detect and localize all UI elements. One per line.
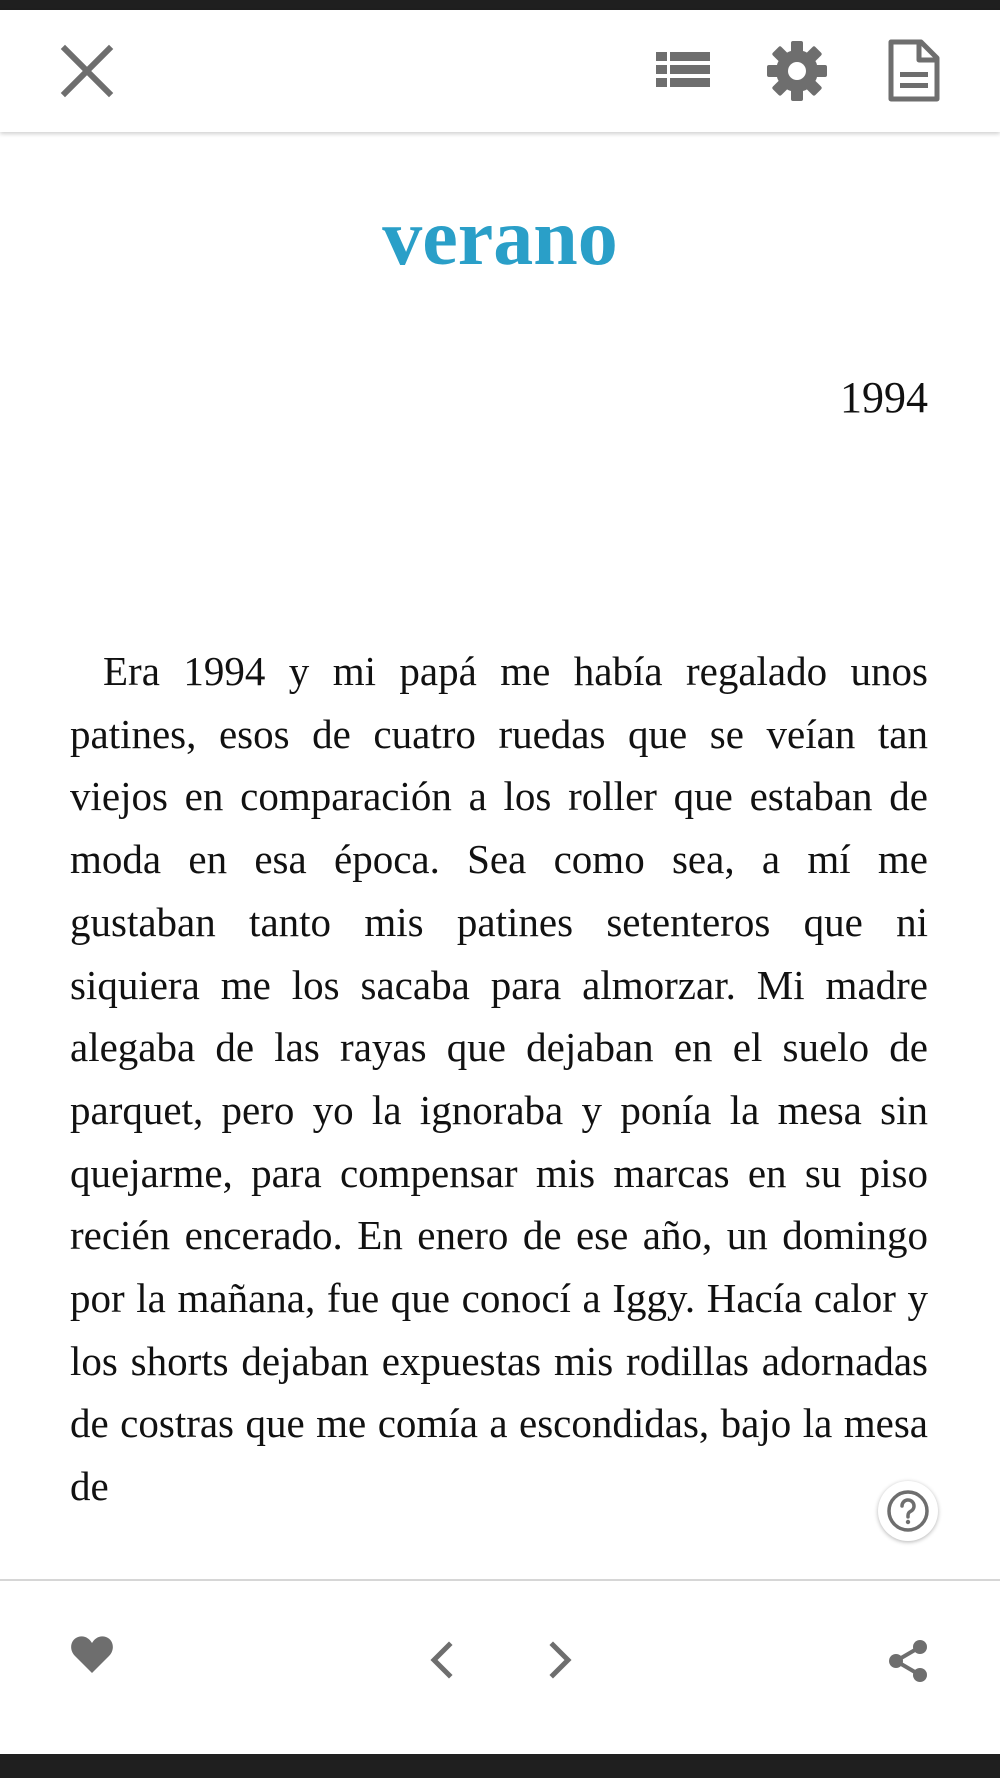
reader-page xyxy=(0,132,1000,1579)
chapter-body: Era 1994 y mi papá me había regalado unos patines, esos de cuatro ruedas que se veían tan viejos en comparación a los roller que estaban de moda en esa época. Sea como sea, a mí me gustaban tanto mis patines setenteros que ni siquiera me los sacaba para almorzar. Mi madre alegaba de las rayas que dejaban en el suelo de parquet, pero yo la ignoraba y ponía la mesa sin quejarme, para compensar mis marcas en su piso recién encerado. En enero de ese año, un domingo por la mañana, fue que conocí a Iggy. Hacía calor y los shorts dejaban expuestas mis rodillas adornadas de costras que me comía a escondidas, bajo la mesa de xyxy=(70,648,928,1510)
chapter-title: verano xyxy=(382,194,618,282)
bottom-toolbar xyxy=(0,1579,1000,1754)
heart-icon[interactable] xyxy=(68,1630,116,1678)
status-bar xyxy=(0,0,1000,10)
share-icon[interactable] xyxy=(884,1637,932,1685)
list-icon[interactable] xyxy=(648,36,718,106)
help-icon[interactable] xyxy=(878,1481,938,1541)
top-toolbar xyxy=(0,10,1000,132)
gear-icon[interactable] xyxy=(762,36,832,106)
document-icon[interactable] xyxy=(878,36,948,106)
chevron-right-icon[interactable] xyxy=(536,1637,582,1683)
close-icon[interactable] xyxy=(52,36,122,106)
chapter-date: 1994 xyxy=(840,373,928,422)
system-nav-bar xyxy=(0,1752,1000,1778)
chevron-left-icon[interactable] xyxy=(420,1637,466,1683)
